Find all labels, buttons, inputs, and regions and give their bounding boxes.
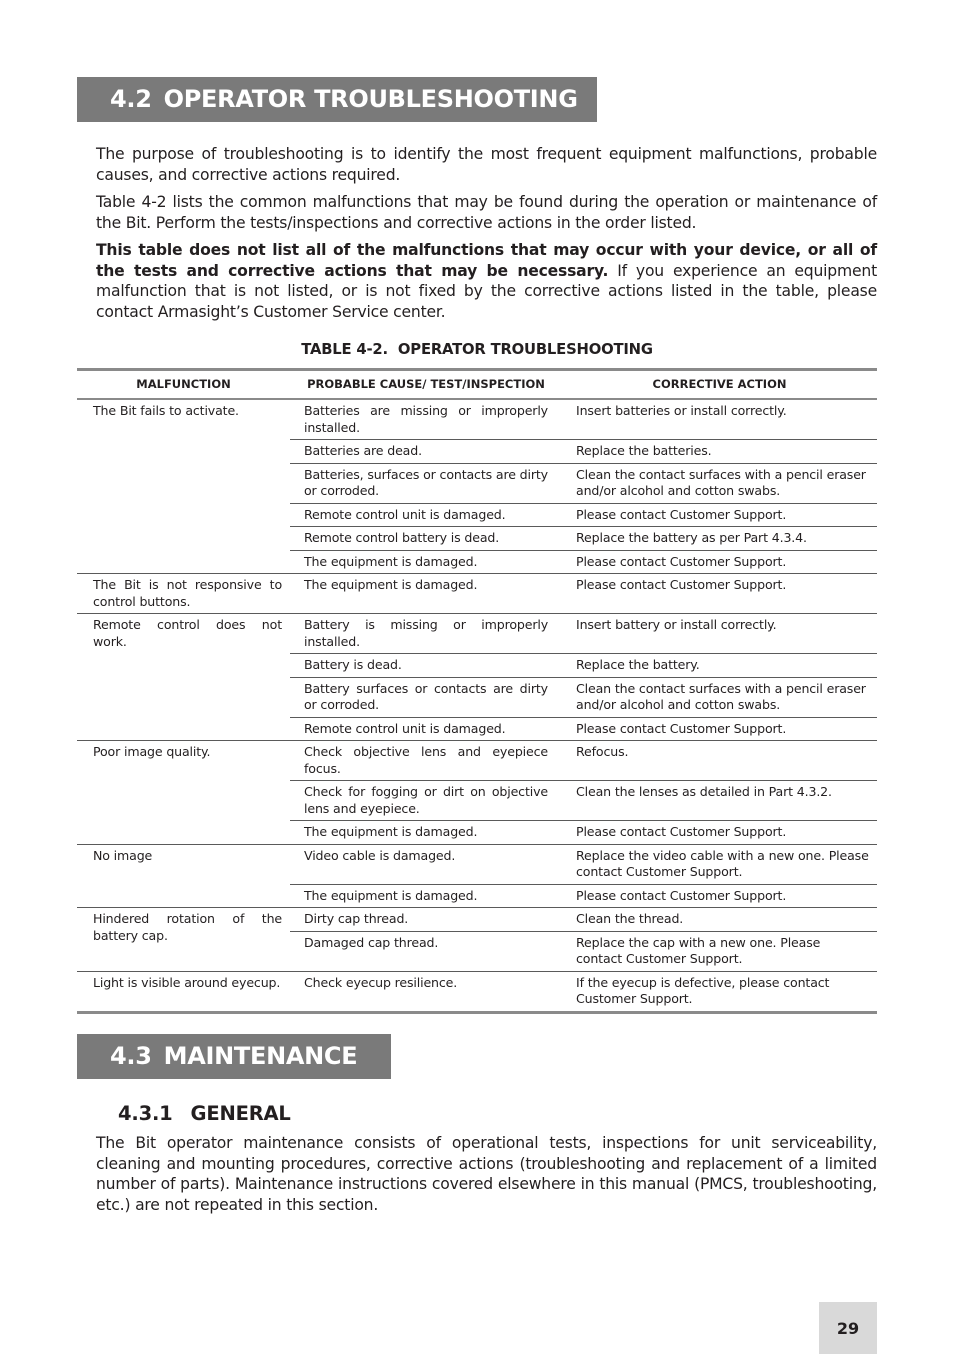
subsection-title: GENERAL bbox=[190, 1102, 291, 1125]
cause-cell: The equipment is damaged. bbox=[290, 550, 562, 574]
column-header-cause: PROBABLE CAUSE/ TEST/INSPECTION bbox=[290, 370, 562, 400]
cause-cell: Battery is dead. bbox=[290, 654, 562, 678]
action-cell: Please contact Customer Support. bbox=[562, 821, 877, 845]
action-cell: Replace the battery. bbox=[562, 654, 877, 678]
table-row bbox=[77, 574, 877, 614]
warning-text: This table does not list all of the malfunctions that may occur with your device, or all of the tests and corrective actions that may be necessary. bbox=[96, 241, 877, 280]
table-caption-title: OPERATOR TROUBLESHOOTING bbox=[397, 341, 653, 358]
table-row bbox=[77, 844, 877, 884]
action-cell: Replace the batteries. bbox=[562, 440, 877, 464]
cause-cell: Remote control unit is damaged. bbox=[290, 503, 562, 527]
troubleshooting-table bbox=[77, 368, 877, 1014]
section-title: OPERATOR TROUBLESHOOTING bbox=[163, 85, 578, 113]
malfunction-cell: Poor image quality. bbox=[77, 741, 290, 845]
table-caption-number: TABLE 4-2. bbox=[301, 341, 388, 358]
table-header-row bbox=[77, 370, 877, 400]
cause-cell: The equipment is damaged. bbox=[290, 821, 562, 845]
cause-cell: Battery is missing or improperly installed. bbox=[290, 614, 562, 654]
contact-text: If you experience an equipment malfunction that is not listed, or is not fixed by the corrective actions listed in the table, please contact Armasight’s Customer Service center. bbox=[96, 261, 877, 321]
action-cell: Insert batteries or install correctly. bbox=[576, 403, 787, 418]
cause-cell: Batteries are dead. bbox=[290, 440, 562, 464]
cause-cell: Dirty cap thread. bbox=[290, 908, 562, 932]
malfunction-cell: Light is visible around eyecup. bbox=[77, 971, 290, 1012]
table-row bbox=[77, 908, 877, 932]
malfunction-cell: The Bit is not responsive to control buttons. bbox=[77, 574, 290, 614]
intro-paragraph-1: The purpose of troubleshooting is to identify the most frequent equipment malfunctions, probable causes, and corrective actions required. bbox=[96, 145, 877, 184]
maintenance-paragraph: The Bit operator maintenance consists of operational tests, inspections for unit serviceability, cleaning and mounting procedures, corrective actions (troubleshooting and replacement of a limited number of parts). Maintenance instructions covered elsewhere in this manual (PMCS, troubleshooting, etc.) are not repeated in this section. bbox=[96, 1134, 877, 1214]
action-cell: Please contact Customer Support. bbox=[562, 503, 877, 527]
table-row bbox=[77, 399, 877, 440]
action-cell: Clean the thread. bbox=[562, 908, 877, 932]
page-number: 29 bbox=[819, 1302, 877, 1354]
action-cell: Insert battery or install correctly. bbox=[562, 614, 877, 654]
cause-cell: Damaged cap thread. bbox=[290, 931, 562, 971]
intro-paragraph-2: Table 4-2 lists the common malfunctions that may be found during the operation or maintenance of the Bit. Perform the tests/inspections and corrective actions in the order listed. bbox=[96, 193, 877, 232]
cause-cell: Batteries are missing or improperly installed. bbox=[304, 403, 548, 435]
column-header-malfunction: MALFUNCTION bbox=[77, 370, 290, 400]
cause-cell: Remote control battery is dead. bbox=[290, 527, 562, 551]
action-cell: Replace the cap with a new one. Please contact Customer Support. bbox=[562, 931, 877, 971]
subsection-heading-4-3-1 bbox=[118, 1102, 291, 1125]
action-cell: Clean the contact surfaces with a pencil eraser and/or alcohol and cotton swabs. bbox=[562, 463, 877, 503]
cause-cell: Check objective lens and eyepiece focus. bbox=[290, 741, 562, 781]
malfunction-cell: Remote control does not work. bbox=[77, 614, 290, 741]
action-cell: Clean the contact surfaces with a pencil eraser and/or alcohol and cotton swabs. bbox=[562, 677, 877, 717]
action-cell: Please contact Customer Support. bbox=[562, 717, 877, 741]
subsection-number: 4.3.1 bbox=[118, 1102, 173, 1125]
malfunction-cell: The Bit fails to activate. bbox=[93, 403, 239, 418]
table-body bbox=[77, 399, 877, 1012]
section-heading-4-2 bbox=[77, 77, 597, 122]
action-cell: Replace the battery as per Part 4.3.4. bbox=[562, 527, 877, 551]
cause-cell: Battery surfaces or contacts are dirty or corroded. bbox=[290, 677, 562, 717]
action-cell: Please contact Customer Support. bbox=[562, 550, 877, 574]
action-cell: Clean the lenses as detailed in Part 4.3.2. bbox=[562, 781, 877, 821]
section-number: 4.3 bbox=[110, 1042, 152, 1070]
column-header-action: CORRECTIVE ACTION bbox=[562, 370, 877, 400]
action-cell: Please contact Customer Support. bbox=[562, 574, 877, 614]
cause-cell: Remote control unit is damaged. bbox=[290, 717, 562, 741]
cause-cell: Batteries, surfaces or contacts are dirty or corroded. bbox=[290, 463, 562, 503]
cause-cell: The equipment is damaged. bbox=[290, 574, 562, 614]
action-cell: Refocus. bbox=[562, 741, 877, 781]
cause-cell: The equipment is damaged. bbox=[290, 884, 562, 908]
cause-cell: Check eyecup resilience. bbox=[290, 971, 562, 1012]
action-cell: If the eyecup is defective, please contact Customer Support. bbox=[562, 971, 877, 1012]
table-row bbox=[77, 971, 877, 1012]
section-title: MAINTENANCE bbox=[163, 1042, 358, 1070]
intro-paragraph-3 bbox=[96, 240, 877, 322]
section-number: 4.2 bbox=[110, 85, 152, 113]
table-caption bbox=[77, 341, 877, 358]
table-row bbox=[77, 741, 877, 781]
table-row bbox=[77, 614, 877, 654]
malfunction-cell: Hindered rotation of the battery cap. bbox=[77, 908, 290, 972]
malfunction-cell: No image bbox=[77, 844, 290, 908]
cause-cell: Check for fogging or dirt on objective lens and eyepiece. bbox=[290, 781, 562, 821]
action-cell: Please contact Customer Support. bbox=[562, 884, 877, 908]
cause-cell: Video cable is damaged. bbox=[290, 844, 562, 884]
action-cell: Replace the video cable with a new one. Please contact Customer Support. bbox=[562, 844, 877, 884]
section-heading-4-3 bbox=[77, 1034, 391, 1079]
